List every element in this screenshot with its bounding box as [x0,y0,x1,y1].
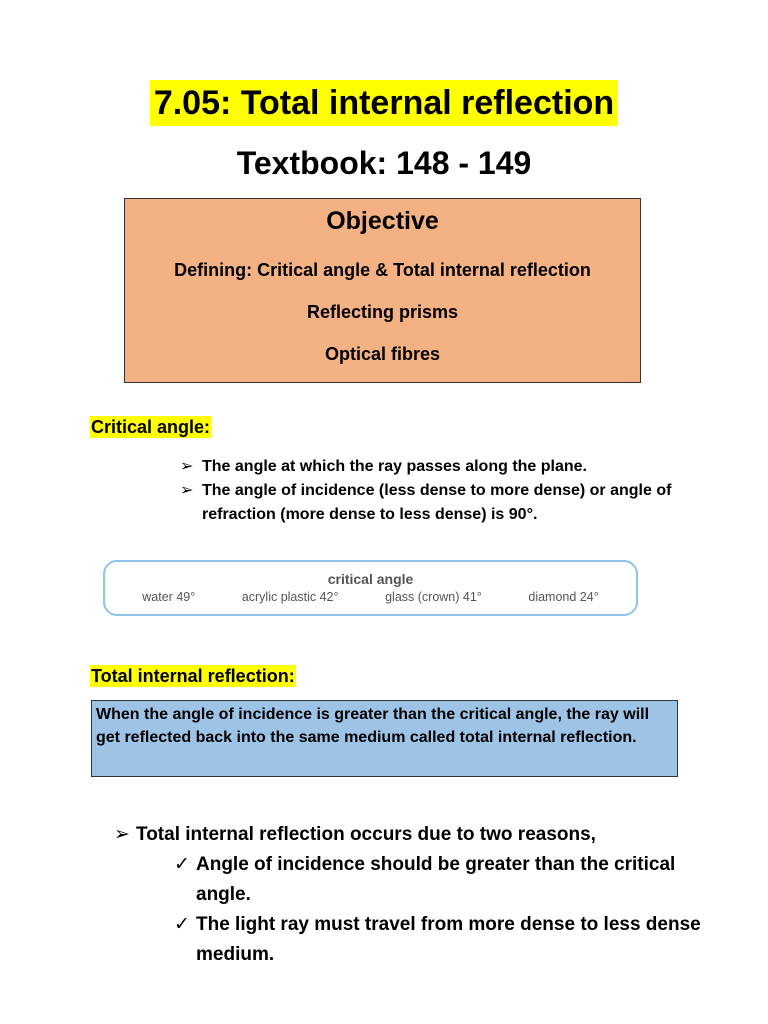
page-subtitle: Textbook: 148 - 149 [236,145,532,181]
arrow-bullet-icon: ➢ [180,458,194,475]
critical-angle-card [103,560,638,616]
tir-definition-box: When the angle of incidence is greater than the critical angle, the ray will get reflected back into the same medium called total internal reflection. [91,700,678,777]
check-text: The light ray must travel from more dense to less dense medium. [196,914,701,965]
value-acrylic: acrylic plastic 42° [241,590,339,604]
tir-heading: Total internal reflection: [91,666,295,686]
tir-reasons [114,820,714,970]
bullet-item [180,455,700,479]
page-title: 7.05: Total internal reflection [150,80,618,126]
check-icon: ✓ [174,854,190,875]
critical-angle-bullets [180,455,700,527]
objective-heading: Objective [326,207,439,235]
arrow-bullet-icon: ➢ [180,482,194,499]
card-values [105,590,636,604]
value-glass: glass (crown) 41° [385,590,482,604]
check-item [114,910,714,970]
objective-item: Optical fibres [324,344,441,364]
check-icon: ✓ [174,914,190,935]
bullet-item [180,479,700,527]
critical-angle-heading: Critical angle: [91,417,211,437]
check-text: Angle of incidence should be greater than the critical angle. [196,854,676,905]
bullet-text: Total internal reflection occurs due to two reasons, [136,824,596,845]
bullet-text: The angle at which the ray passes along the plane. [202,458,587,475]
bullet-text: The angle of incidence (less dense to more dense) or angle of refraction (more dense to less dense) is 90°. [202,482,672,523]
objective-item: Defining: Critical angle & Total internal reflection [174,260,591,280]
title-row [0,80,768,126]
bullet-item [114,820,714,850]
value-diamond: diamond 24° [528,590,599,604]
arrow-bullet-icon: ➢ [114,824,130,845]
check-item [114,850,714,910]
value-water: water 49° [142,590,196,604]
objective-item: Reflecting prisms [306,302,459,322]
objective-box [124,198,641,383]
card-title: critical angle [327,571,414,587]
